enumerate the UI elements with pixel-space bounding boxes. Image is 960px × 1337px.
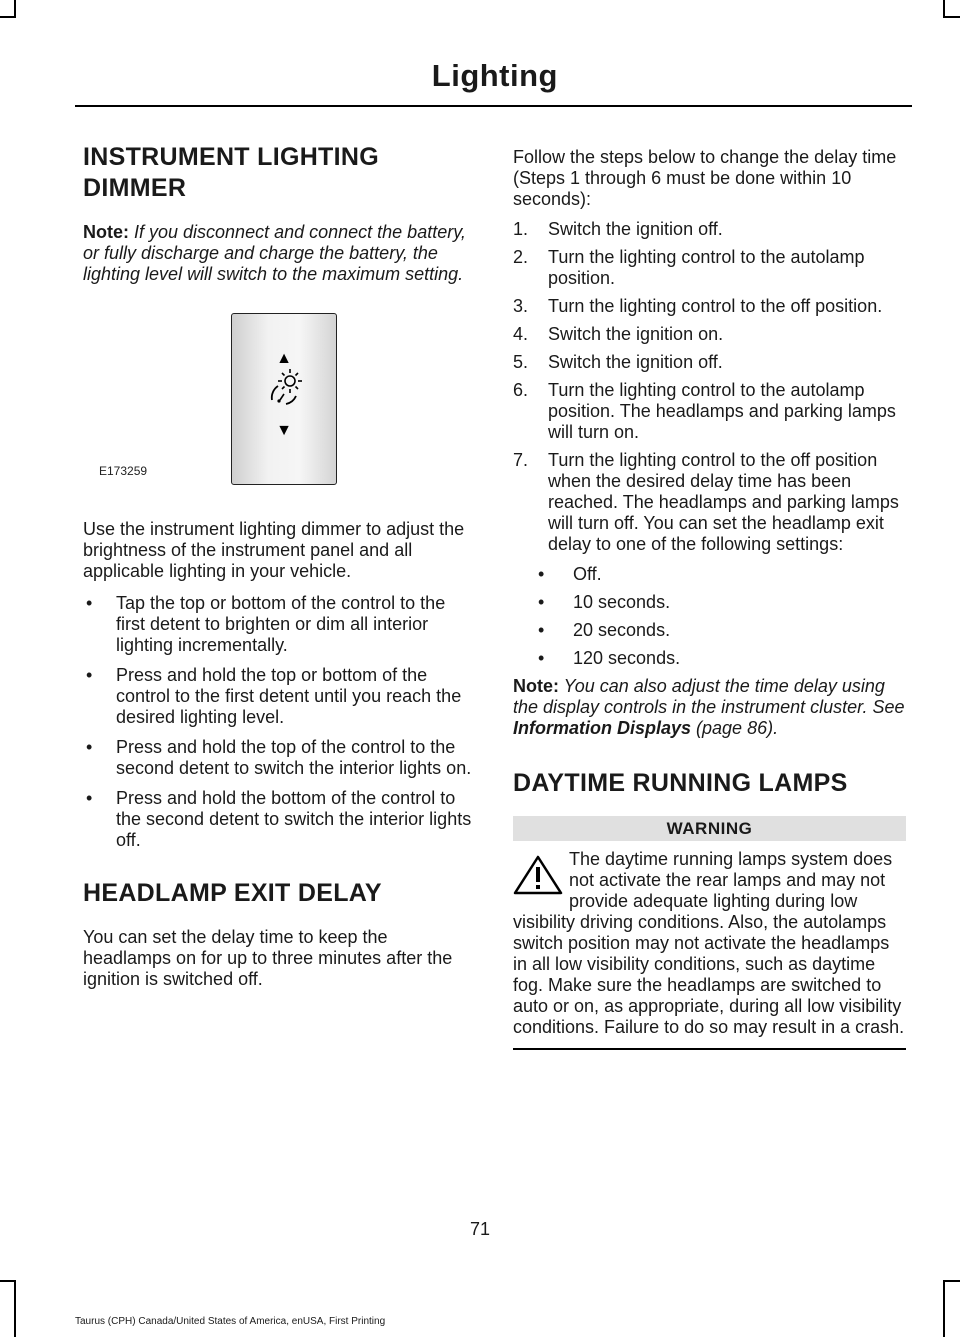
warning-body: [513, 849, 906, 1038]
header-rule: [75, 105, 912, 107]
page-header-title: Lighting: [431, 58, 558, 93]
list-item: [513, 648, 906, 669]
list-item: [513, 352, 906, 373]
list-item: [513, 296, 906, 317]
list-item: [83, 737, 475, 779]
step-number: 5.: [513, 352, 529, 372]
dimmer-heading-line-2: DIMMER: [83, 174, 187, 202]
crop-mark-bottom-right-v: [943, 1280, 945, 1337]
exit-delay-heading: HEADLAMP EXIT DELAY: [83, 879, 382, 907]
list-item: [513, 219, 906, 240]
bullet-icon: •: [86, 788, 93, 808]
list-item: [83, 788, 475, 851]
setting-text: Off.: [573, 564, 602, 584]
warning-triangle-icon: [513, 855, 563, 895]
crop-mark-bottom-right-h: [943, 1280, 960, 1282]
note-label: Note:: [83, 222, 129, 242]
drl-heading: DAYTIME RUNNING LAMPS: [513, 769, 848, 797]
exit-delay-text: You can set the delay time to keep the headlamps on for up to three minutes after the ignition is switched off.: [83, 927, 453, 989]
delay-steps: [513, 219, 906, 669]
step-text: Turn the lighting control to the autolamp position. The headlamps and parking lamps will turn on.: [548, 380, 896, 442]
bullet-text: Press and hold the top of the control to the second detent to switch the interior lights on.: [116, 737, 472, 778]
warning-bar: WARNING: [513, 816, 906, 841]
dimmer-figure: [83, 302, 475, 519]
dimmer-intro: Use the instrument lighting dimmer to adjust the brightness of the instrument panel and all applicable lighting in your vehicle.: [83, 519, 465, 581]
step-text: Turn the lighting control to the off position.: [548, 296, 883, 316]
list-item: [513, 324, 906, 345]
crop-mark-top-left-h: [0, 16, 16, 18]
step-number: 4.: [513, 324, 529, 344]
bullet-icon: •: [86, 593, 93, 613]
bullet-icon: •: [538, 592, 545, 612]
dimmer-bullets: [83, 593, 475, 851]
crop-mark-bottom-left-v: [14, 1280, 16, 1337]
step-number: 7.: [513, 450, 529, 470]
up-arrow-icon: ▲: [276, 350, 292, 367]
list-item: [513, 620, 906, 641]
dash-light-icon: [262, 366, 308, 410]
crop-mark-top-right-h: [943, 16, 960, 18]
page-number: 71: [469, 1219, 491, 1239]
dimmer-control-illustration: [231, 313, 337, 485]
down-arrow-icon: ▼: [276, 422, 292, 439]
left-column: [83, 142, 475, 990]
information-displays-link[interactable]: Information Displays: [513, 718, 692, 738]
note-text: You can also adjust the time delay using the display controls in the instrument cluster. See: [513, 676, 905, 717]
bullet-text: Press and hold the bottom of the control to the second detent to switch the interior lights off.: [116, 788, 472, 850]
setting-text: 120 seconds.: [573, 648, 681, 668]
list-item: [513, 380, 906, 443]
step-number: 1.: [513, 219, 529, 239]
bullet-icon: •: [538, 648, 545, 668]
delay-note: [513, 676, 906, 739]
note-page-ref: (page 86).: [691, 718, 779, 738]
bullet-text: Press and hold the top or bottom of the control to the first detent until you reach the desired lighting level.: [116, 665, 462, 727]
dimmer-note: [83, 222, 475, 285]
bullet-text: Tap the top or bottom of the control to the first detent to brighten or dim all interior lighting incrementally.: [116, 593, 446, 655]
list-item: [83, 665, 475, 728]
note-label: Note:: [513, 676, 559, 696]
crop-mark-bottom-left-h: [0, 1280, 16, 1282]
step-number: 3.: [513, 296, 529, 316]
step-text: Turn the lighting control to the off position when the desired delay time has been reached. The headlamps and parking lamps will turn off. You can set the headlamp exit delay to one of the following settings:: [548, 450, 899, 554]
delay-settings: [513, 564, 906, 669]
dimmer-heading: [83, 142, 475, 204]
bullet-icon: •: [86, 665, 93, 685]
list-item: [513, 247, 906, 289]
right-column: [513, 147, 906, 1050]
step-text: Switch the ignition off.: [548, 219, 723, 239]
step-text: Switch the ignition on.: [548, 324, 724, 344]
warning-text: The daytime running lamps system does not activate the rear lamps and may not provide adequate lighting during low visibility driving conditions. Also, the autolamps switch position may not activate the headlamps in all low visibility conditions, such as daytime fog. Make sure the headlamps are switched to auto or on, as appropriate, during all low visibility conditions. Failure to do so may result in a crash.: [513, 849, 905, 1037]
step-text: Switch the ignition off.: [548, 352, 723, 372]
steps-intro: Follow the steps below to change the delay time (Steps 1 through 6 must be done within 10 seconds):: [513, 147, 897, 209]
note-text: If you disconnect and connect the battery, or fully discharge and charge the battery, the lighting level will switch to the maximum setting.: [83, 222, 466, 284]
setting-text: 20 seconds.: [573, 620, 671, 640]
list-item: [513, 564, 906, 585]
bullet-icon: •: [86, 737, 93, 757]
list-item: [513, 450, 906, 669]
bullet-icon: •: [538, 620, 545, 640]
bullet-icon: •: [538, 564, 545, 584]
figure-id: E173259: [99, 464, 148, 478]
footer-text: Taurus (CPH) Canada/United States of America, enUSA, First Printing: [75, 1316, 386, 1327]
setting-text: 10 seconds.: [573, 592, 671, 612]
step-number: 6.: [513, 380, 529, 400]
step-number: 2.: [513, 247, 529, 267]
list-item: [513, 592, 906, 613]
list-item: [83, 593, 475, 656]
dimmer-heading-line-1: INSTRUMENT LIGHTING: [83, 143, 379, 171]
warning-rule: [513, 1048, 906, 1050]
step-text: Turn the lighting control to the autolamp position.: [548, 247, 865, 288]
